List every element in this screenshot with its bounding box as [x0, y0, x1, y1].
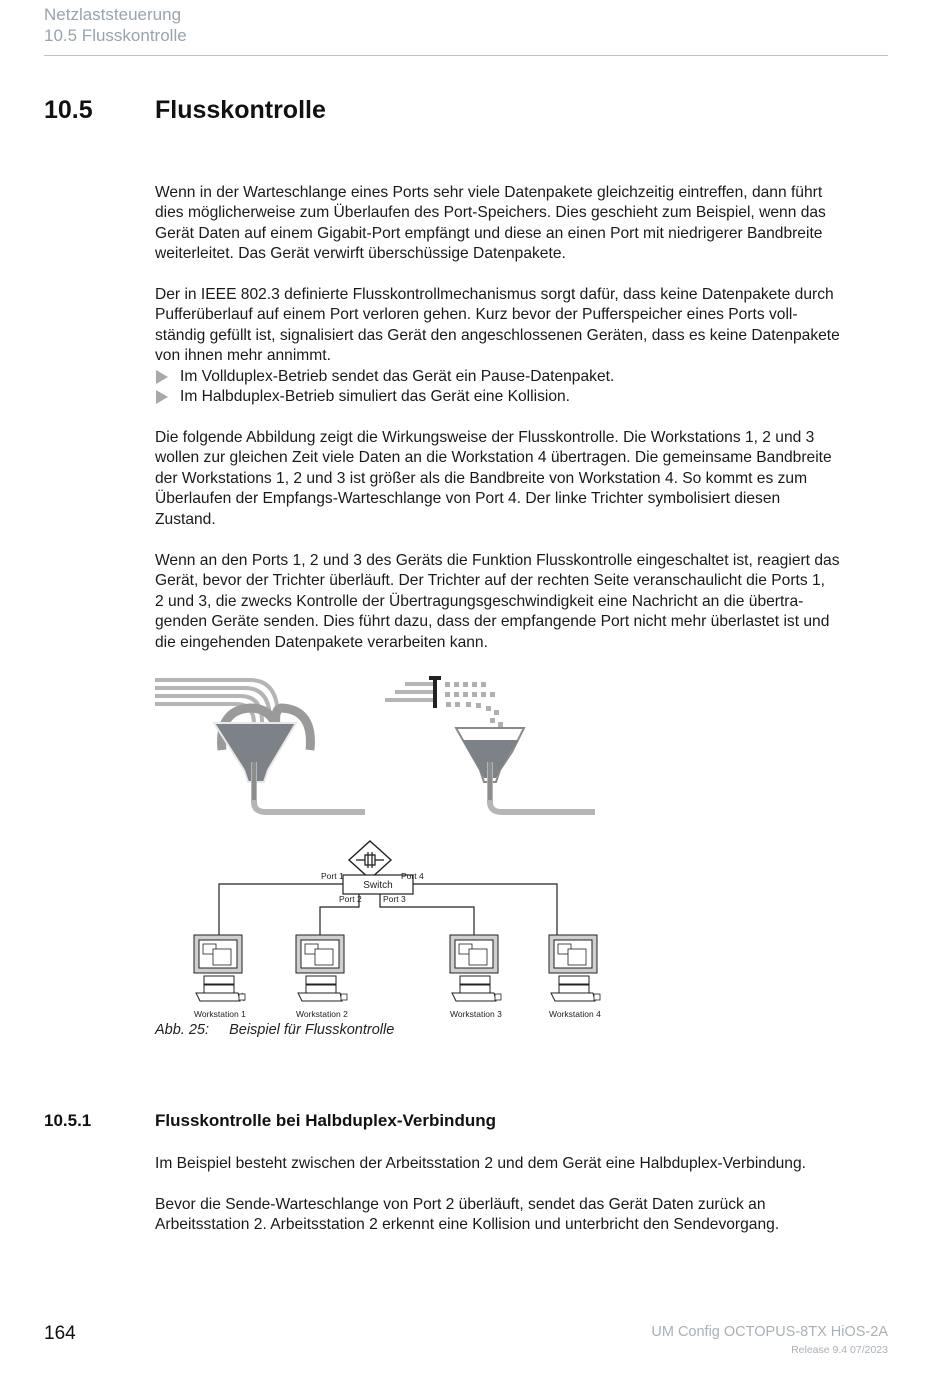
- footer-release: Release 9.4 07/2023: [791, 1344, 888, 1356]
- bullet-item: [155, 387, 895, 407]
- paragraph-6: [155, 1195, 895, 1236]
- workstation-label: Workstation 2: [296, 1009, 348, 1019]
- text-line: Die folgende Abbildung zeigt die Wirkungsweise der Flusskontrolle. Die Workstations 1, 2 und 3: [155, 429, 815, 446]
- paragraph-2: [155, 285, 895, 407]
- section-number: 10.5: [44, 96, 93, 124]
- port-label: Port 2: [339, 894, 362, 904]
- text-line: wollen zur gleichen Zeit viele Daten an die Workstation 4 übertragen. Die gemeinsame Bandbreite: [155, 449, 832, 467]
- workstation-4: [549, 935, 600, 1001]
- page-number: 164: [44, 1323, 76, 1344]
- subsection-number: 10.5.1: [44, 1111, 92, 1130]
- triangle-bullet-icon: [156, 390, 168, 404]
- text-line: Wenn in der Warteschlange eines Ports sehr viele Datenpakete gleichzeitig eintreffen, dann führt: [155, 184, 823, 201]
- text-line: Überlaufen der Empfangs-Warteschlange von Port 4. Der linke Trichter symbolisiert diesen: [155, 490, 781, 508]
- text-line: dies möglicherweise zum Überlaufen des Port-Speichers. Dies geschieht zum Beispiel, wenn das: [155, 204, 826, 222]
- bullet-item: [155, 367, 895, 387]
- funnel-illustration: [150, 670, 610, 830]
- caption-number: Abb. 25:: [155, 1022, 210, 1038]
- text-line: ständig gefüllt ist, signalisiert das Gerät den angeschlossenen Geräten, dass es keine Datenpakete: [155, 326, 840, 344]
- paragraph-3: [155, 428, 895, 530]
- text-line: die eingehenden Datenpakete verarbeiten kann.: [155, 633, 488, 651]
- workstation-label: Workstation 1: [194, 1009, 246, 1019]
- bullet-text: Im Halbduplex-Betrieb simuliert das Gerät eine Kollision.: [180, 388, 571, 406]
- text-line: der Workstations 1, 2 und 3 ist größer als die Bandbreite von Workstation 4. So kommt es zum: [155, 469, 808, 487]
- text-line: Zustand.: [155, 510, 216, 528]
- text-line: Gerät Daten auf einem Gigabit-Port empfängt und diese an einen Port mit niedrigerer Bandbreite: [155, 224, 823, 242]
- port-label: Port 3: [383, 894, 406, 904]
- header-section: 10.5 Flusskontrolle: [44, 26, 187, 45]
- workstation-3: [450, 935, 501, 1001]
- text-line: weiterleitet. Das Gerät verwirft überschüssige Datenpakete.: [155, 245, 566, 263]
- text-line: Im Beispiel besteht zwischen der Arbeitsstation 2 und dem Gerät eine Halbduplex-Verbindung.: [155, 1155, 806, 1172]
- port-label: Port 1: [321, 871, 344, 881]
- text-line: von ihnen mehr annimmt.: [155, 347, 331, 365]
- text-line: Der in IEEE 802.3 definierte Flusskontrollmechanismus sorgt dafür, dass keine Datenpakete durch: [155, 286, 834, 303]
- subsection-title: Flusskontrolle bei Halbduplex-Verbindung: [155, 1111, 496, 1130]
- paragraph-5: [155, 1154, 895, 1174]
- workstation-label: Workstation 3: [450, 1009, 502, 1019]
- network-diagram: [185, 835, 625, 1025]
- computer-icon: [450, 935, 501, 1001]
- text-line: 2 und 3, die zwecks Kontrolle der Übertragungsgeschwindigkeit eine Nachricht an die übertra-: [155, 592, 804, 610]
- workstation-2: [296, 935, 347, 1001]
- text-line: Gerät, bevor der Trichter überläuft. Der Trichter auf der rechten Seite veranschaulicht die Ports 1,: [155, 572, 825, 590]
- caption-text: Beispiel für Flusskontrolle: [229, 1022, 395, 1038]
- section-title: Flusskontrolle: [155, 96, 326, 124]
- paragraph-1: [155, 183, 895, 265]
- workstation-1: [194, 935, 245, 1001]
- computer-icon: [194, 935, 245, 1001]
- running-header: [44, 4, 187, 46]
- bullet-text: Im Vollduplex-Betrieb sendet das Gerät ein Pause-Datenpaket.: [180, 367, 615, 385]
- workstation-label: Workstation 4: [549, 1009, 601, 1019]
- text-line: genden Geräte senden. Dies führt dazu, dass der empfangende Port nicht mehr überlastet ist und: [155, 613, 830, 631]
- port-label: Port 4: [401, 871, 424, 881]
- triangle-bullet-icon: [156, 370, 168, 384]
- computer-icon: [296, 935, 347, 1001]
- header-chapter: Netzlaststeuerung: [44, 5, 182, 24]
- header-rule: [44, 55, 888, 56]
- footer-document: UM Config OCTOPUS-8TX HiOS-2A: [651, 1324, 888, 1340]
- text-line: Bevor die Sende-Warteschlange von Port 2 überläuft, sendet das Gerät Daten zurück an: [155, 1196, 766, 1213]
- switch-label: Switch: [363, 880, 393, 891]
- text-line: Arbeitsstation 2. Arbeitsstation 2 erkennt eine Kollision und unterbricht den Sendevorgang.: [155, 1216, 780, 1234]
- text-line: Pufferüberlauf auf einem Port verloren gehen. Kurz bevor der Pufferspeicher eines Ports voll-: [155, 306, 798, 324]
- paragraph-4: [155, 551, 895, 653]
- computer-icon: [549, 935, 600, 1001]
- figure-caption: [155, 1022, 394, 1038]
- text-line: Wenn an den Ports 1, 2 und 3 des Geräts die Funktion Flusskontrolle eingeschaltet ist, reagiert das: [155, 552, 840, 569]
